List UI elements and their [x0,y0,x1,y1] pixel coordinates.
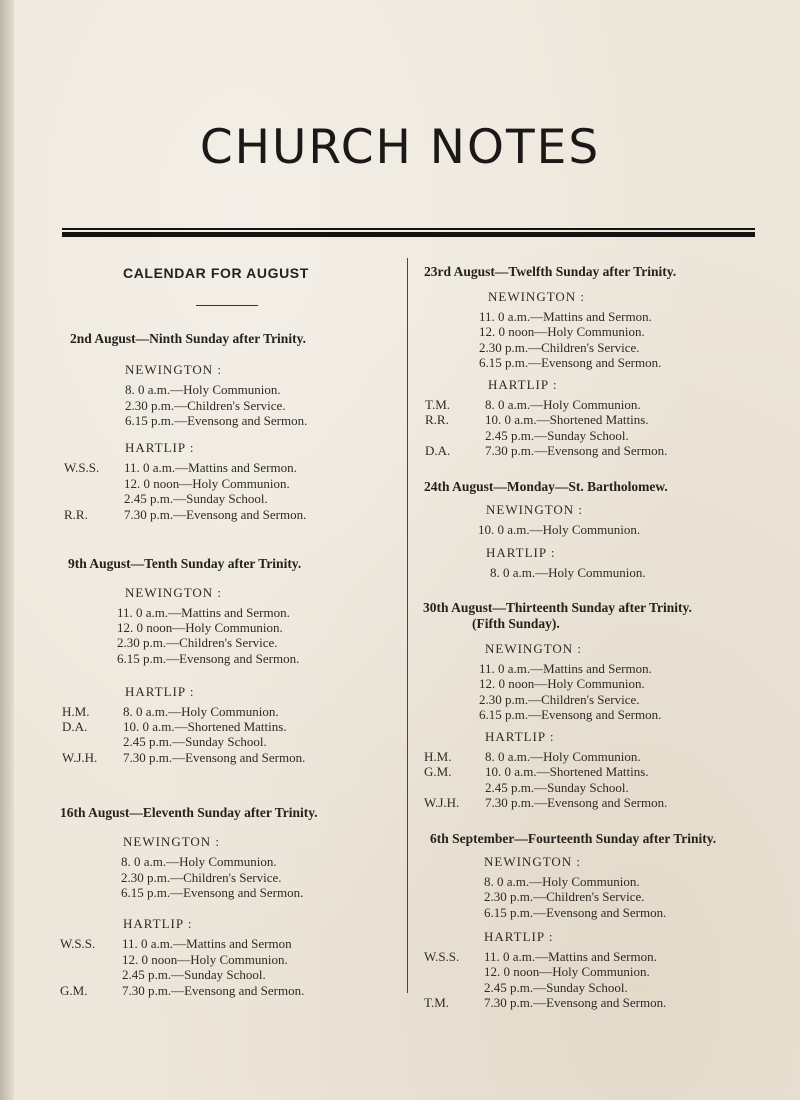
entry-heading: 30th August—Thirteenth Sunday after Trinity. [423,600,692,615]
service-line: 2.45 p.m.—Sunday School. [124,491,268,506]
parish-label-newington: NEWINGTON : [484,854,582,869]
parish-label-hartlip: HARTLIP : [125,684,195,699]
entry-heading: 23rd August—Twelfth Sunday after Trinity. [424,264,677,279]
service-line: 7.30 p.m.—Evensong and Sermon. [124,506,307,522]
officiant-initials: W.J.H. [62,749,98,765]
parish-label-hartlip: HARTLIP : [485,729,555,744]
service-line: 11. 0 a.m.—Mattins and Sermon. [479,661,652,676]
title-rule-thin [62,228,755,230]
parish-label-newington: NEWINGTON : [488,289,586,304]
officiant-initials: D.A. [62,719,88,735]
service-line: 11. 0 a.m.—Mattins and Sermon. [484,949,657,964]
service-line: 12. 0 noon—Holy Communion. [124,475,290,491]
service-line: 8. 0 a.m.—Holy Communion. [484,874,640,889]
calendar-title: CALENDAR FOR AUGUST [123,265,309,281]
officiant-initials: H.M. [62,704,90,719]
officiant-initials: G.M. [424,764,452,780]
parish-label-newington: NEWINGTON : [125,585,223,600]
service-line: 2.45 p.m.—Sunday School. [122,967,266,982]
service-line: 6.15 p.m.—Evensong and Sermon. [125,413,308,428]
parish-label-hartlip: HARTLIP : [488,377,558,392]
service-line: 11. 0 a.m.—Mattins and Sermon [122,936,292,951]
parish-label-newington: NEWINGTON : [123,834,221,849]
service-line: 6.15 p.m.—Evensong and Sermon. [484,904,667,920]
entry-heading: 24th August—Monday—St. Bartholomew. [424,479,668,494]
service-line: 2.45 p.m.—Sunday School. [484,979,628,995]
officiant-initials: R.R. [425,412,449,428]
service-line: 2.30 p.m.—Children's Service. [117,635,278,651]
service-line: 2.30 p.m.—Children's Service. [484,889,645,905]
service-line: 8. 0 a.m.—Holy Communion. [490,565,646,580]
service-line: 11. 0 a.m.—Mattins and Sermon. [479,309,652,324]
parish-label-newington: NEWINGTON : [486,502,584,517]
service-line: 10. 0 a.m.—Holy Communion. [478,522,641,537]
service-line: 8. 0 a.m.—Holy Communion. [125,382,281,397]
officiant-initials: T.M. [424,994,450,1010]
officiant-initials: W.S.S. [424,949,460,964]
entry-heading: 6th September—Fourteenth Sunday after Trinity. [430,831,717,846]
parish-label-hartlip: HARTLIP : [125,440,195,455]
officiant-initials: T.M. [425,397,451,412]
service-line: 7.30 p.m.—Evensong and Sermon. [123,749,306,765]
parish-label-newington: NEWINGTON : [485,641,583,656]
entry-heading: 2nd August—Ninth Sunday after Trinity. [70,331,306,346]
service-line: 2.30 p.m.—Children's Service. [479,691,640,707]
page-title: CHURCH NOTES [199,120,601,175]
officiant-initials: W.S.S. [60,936,96,951]
service-line: 12. 0 noon—Holy Communion. [117,620,283,636]
officiant-initials: W.S.S. [64,460,100,475]
service-line: 6.15 p.m.—Evensong and Sermon. [479,706,662,722]
service-line: 12. 0 noon—Holy Communion. [484,964,650,980]
service-line: 12. 0 noon—Holy Communion. [479,676,645,692]
service-line: 6.15 p.m.—Evensong and Sermon. [117,650,300,666]
service-line: 2.30 p.m.—Children's Service. [125,397,286,413]
service-line: 12. 0 noon—Holy Communion. [122,951,288,967]
service-line: 10. 0 a.m.—Shortened Mattins. [485,412,649,428]
officiant-initials: W.J.H. [424,794,460,810]
service-line: 12. 0 noon—Holy Communion. [479,324,645,340]
officiant-initials: R.R. [64,506,88,522]
entry-heading: 16th August—Eleventh Sunday after Trinity. [60,805,318,820]
service-line: 7.30 p.m.—Evensong and Sermon. [122,982,305,998]
service-line: 2.30 p.m.—Children's Service. [479,339,640,355]
service-line: 2.45 p.m.—Sunday School. [485,427,629,443]
parish-label-hartlip: HARTLIP : [123,916,193,931]
officiant-initials: H.M. [424,749,452,764]
service-line: 7.30 p.m.—Evensong and Sermon. [485,442,668,458]
officiant-initials: D.A. [425,442,451,458]
service-line: 6.15 p.m.—Evensong and Sermon. [479,354,662,370]
service-line: 2.30 p.m.—Children's Service. [121,869,282,885]
service-line: 10. 0 a.m.—Shortened Mattins. [123,719,287,735]
service-line: 11. 0 a.m.—Mattins and Sermon. [124,460,297,475]
title-rule-thick [62,232,755,237]
service-line: 7.30 p.m.—Evensong and Sermon. [485,794,668,810]
service-line: 8. 0 a.m.—Holy Communion. [485,397,641,412]
parish-label-newington: NEWINGTON : [125,362,223,377]
entry-heading: 9th August—Tenth Sunday after Trinity. [68,556,302,571]
service-line: 10. 0 a.m.—Shortened Mattins. [485,764,649,780]
entry-heading-continued: (Fifth Sunday). [472,616,560,631]
column-divider [407,258,408,993]
service-line: 2.45 p.m.—Sunday School. [485,779,629,795]
service-line: 8. 0 a.m.—Holy Communion. [485,749,641,764]
calendar-title-rule [196,305,258,306]
service-line: 2.45 p.m.—Sunday School. [123,734,267,750]
service-line: 8. 0 a.m.—Holy Communion. [123,704,279,719]
service-line: 11. 0 a.m.—Mattins and Sermon. [117,605,290,620]
parish-label-hartlip: HARTLIP : [486,545,556,560]
service-line: 8. 0 a.m.—Holy Communion. [121,854,277,869]
parish-label-hartlip: HARTLIP : [484,929,554,944]
officiant-initials: G.M. [60,982,88,998]
service-line: 6.15 p.m.—Evensong and Sermon. [121,885,304,900]
service-line: 7.30 p.m.—Evensong and Sermon. [484,994,667,1010]
